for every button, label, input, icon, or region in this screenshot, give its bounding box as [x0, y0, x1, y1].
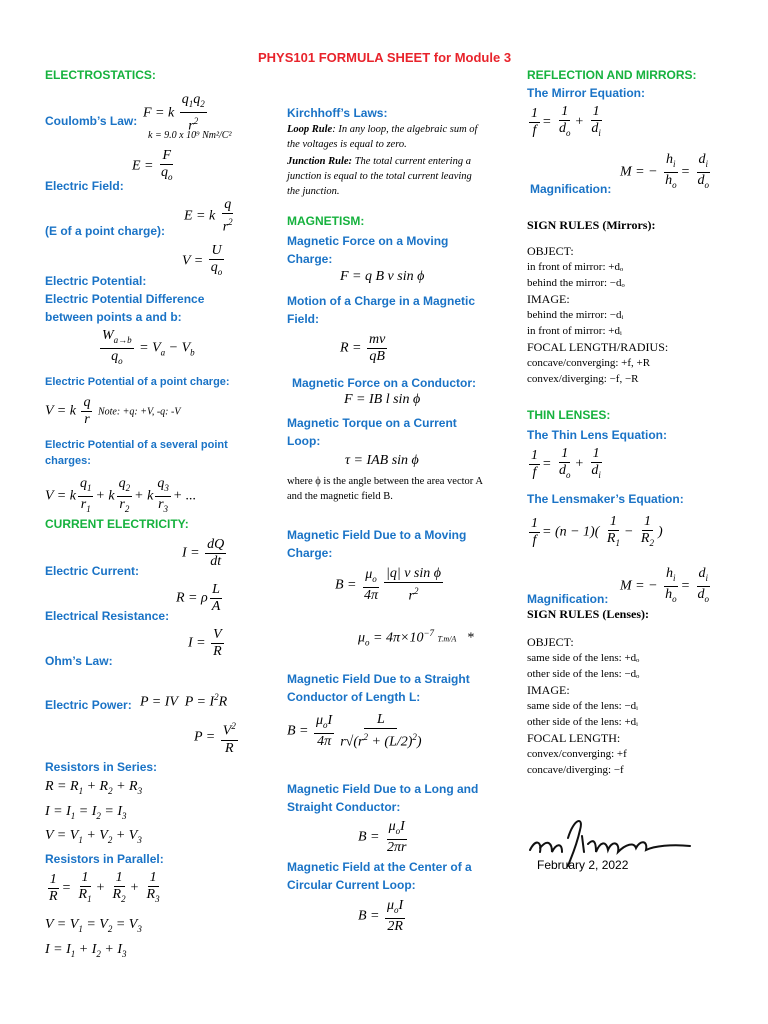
- mirror-rules-list: [527, 243, 668, 387]
- section-electrostatics: ELECTROSTATICS:: [45, 68, 156, 82]
- ohm-formula: I = $\frac{V}{R}$: [188, 627, 222, 659]
- mirror-rule: behind the mirror: −dₒ: [527, 277, 625, 289]
- loop-rule-label: Loop Rule: [287, 124, 333, 135]
- coulomb-constant: k = 9.0 x 10⁹ Nm²/C²: [148, 130, 232, 141]
- potential-note: Note: +q: +V, -q: -V: [97, 406, 181, 418]
- lens-rule: same side of the lens: +dₒ: [527, 652, 640, 664]
- power-formula-2: P = $\frac{V^2}{R}$: [194, 718, 240, 757]
- e-point-formula: E = k $\frac{q}{r^2}$: [184, 197, 233, 235]
- field-center-formula: B = $\frac{\mu_oI}{2R}$: [358, 898, 404, 934]
- ohms-law-label: Ohm’s Law:: [45, 654, 113, 668]
- potential-several-label: Electric Potential of a several point charges:: [45, 439, 228, 467]
- series-v: $V = V_1 + V_2 + V_3$: [45, 828, 142, 845]
- parallel-v: $V = V_1 = V_2 = V_3$: [45, 917, 142, 934]
- date: February 2, 2022: [537, 858, 629, 872]
- mirror-rule: convex/diverging: −f, −R: [527, 373, 639, 385]
- potential-point-label: Electric Potential of a point charge:: [45, 376, 230, 388]
- thin-lens-equation-label: The Thin Lens Equation:: [527, 428, 667, 442]
- loop-rule: [287, 122, 487, 152]
- mirror-rule: concave/converging: +f, +R: [527, 357, 651, 369]
- motion-charge-label: Motion of a Charge in a Magnetic Field:: [287, 294, 476, 326]
- lens-rule: IMAGE:: [527, 683, 570, 697]
- resistance-formula: R = ρ $\frac{L}{A}$: [176, 582, 221, 614]
- electric-potential-label: Electric Potential:: [45, 274, 147, 288]
- section-reflection: REFLECTION AND MIRRORS:: [527, 68, 697, 82]
- power-formula-1: P = IV $P = I^2R$: [140, 692, 228, 710]
- potential-point-formula: V = k $\frac{q}{r}$ Note: +q: +V, -q: -V: [45, 395, 181, 427]
- potential-several-formula: V = k $\frac{q_1}{r_1}$ + k $\frac{q_2}{r_2}$ + k $\frac{q_3}{r_3}$ + ...: [45, 476, 197, 514]
- lens-magnification-formula: M = − $\frac{h_i}{h_o}$ = $\frac{d_i}{d_o}$: [620, 566, 710, 604]
- series-r: $R = R_1 + R_2 + R_3$: [45, 779, 143, 796]
- field-formula: E = $\frac{F}{q_o}$: [132, 148, 173, 182]
- lensmaker-formula: $\frac{1}{f}$ = (n − 1)( $\frac{1}{R_1}$ − $\frac{1}{R_2}$ ): [531, 514, 663, 548]
- potential-formula: V = $\frac{U}{q_o}$: [182, 243, 223, 277]
- field-moving-formula: B = $\frac{\mu_o}{4\pi}$ $\frac{\text{|q| v sin ϕ}}{r^2}$: [335, 566, 442, 604]
- mirror-rule: in front of mirror: +dₒ: [527, 261, 624, 273]
- field-long-label: Magnetic Field Due to a Long and Straight Conductor:: [287, 782, 479, 814]
- electrical-resistance-label: Electrical Resistance:: [45, 609, 170, 623]
- lensmaker-label: The Lensmaker’s Equation:: [527, 492, 684, 506]
- junction-rule-text: The total current entering a junction is equal to the total current leaving the junction.: [287, 156, 472, 197]
- field-moving-label: Magnetic Field Due to a Moving Charge:: [287, 528, 467, 560]
- kirchhoff-label: Kirchhoff’s Laws:: [287, 106, 388, 120]
- mag-torque-label: Magnetic Torque on a Current Loop:: [287, 416, 457, 448]
- section-current-electricity: CURRENT ELECTRICITY:: [45, 517, 189, 531]
- junction-rule-label: Junction Rule:: [287, 156, 353, 167]
- parallel-r: $\frac{1}{R}$ = $\frac{1}{R_1}$ + $\frac{1}{R_2}$ + $\frac{1}{R_3}$: [49, 870, 160, 904]
- lens-rule: same side of the lens: −dᵢ: [527, 700, 638, 712]
- mirror-rule: behind the mirror: −dᵢ: [527, 309, 624, 321]
- e-point-label: (E of a point charge):: [45, 224, 165, 238]
- mag-force-moving-label: Magnetic Force on a Moving Charge:: [287, 234, 449, 266]
- mirror-rule: IMAGE:: [527, 292, 570, 306]
- current-formula: I = $\frac{dQ}{dt}$: [182, 537, 225, 569]
- electric-power-label: Electric Power:: [45, 698, 132, 712]
- mirror-rule: in front of mirror: +dᵢ: [527, 325, 622, 337]
- field-long-formula: B = $\frac{\mu_oI}{2\pi r}$: [358, 819, 407, 855]
- coulomb-label: Coulomb’s Law:: [45, 114, 138, 128]
- mirror-magnification-label: Magnification:: [530, 182, 612, 196]
- series-i: $I = I_1 = I_2 = I_3$: [45, 804, 127, 821]
- torque-note: where ϕ is the angle between the area vector A and the magnetic field B.: [287, 476, 483, 502]
- radius-formula: R = $\frac{mv}{qB}$: [340, 332, 386, 364]
- potential-difference-formula: $\frac{W_{a\to b}}{q_o}$ = $V_a - V_b$: [102, 328, 195, 366]
- resistors-parallel-label: Resistors in Parallel:: [45, 852, 164, 866]
- field-straight-formula: B = $\frac{\mu_oI}{4\pi}$ $\frac{L}{r√(r^2 + (L/2)^2)}$: [287, 712, 422, 750]
- lens-rules-list: [527, 634, 639, 778]
- mag-force-formula: F = q B v sin ϕ: [340, 269, 425, 284]
- lens-rule: other side of the lens: −dₒ: [527, 668, 640, 680]
- lens-rule: OBJECT:: [527, 635, 574, 649]
- sign-rules-mirrors: SIGN RULES (Mirrors):: [527, 218, 656, 232]
- page-title: PHYS101 FORMULA SHEET for Module 3: [258, 50, 512, 65]
- thin-lens-formula: $\frac{1}{f}$ = $\frac{1}{d_o}$ + $\frac{1}{d_i}$: [531, 446, 601, 480]
- lens-rule: other side of the lens: +dᵢ: [527, 716, 638, 728]
- mu-constant: $\mu_o = 4\pi\times 10^{-7}$ T.m/A *: [358, 628, 474, 648]
- field-center-label: Magnetic Field at the Center of a Circular Current Loop:: [287, 860, 472, 892]
- section-magnetism: MAGNETISM:: [287, 214, 365, 228]
- conductor-force-formula: F = IB l sin ϕ: [344, 392, 421, 407]
- field-straight-label: Magnetic Field Due to a Straight Conductor of Length L:: [287, 672, 470, 704]
- mirror-magnification-formula: M = − $\frac{h_i}{h_o}$ = $\frac{d_i}{d_o}$: [620, 152, 710, 190]
- potential-difference-label: Electric Potential Difference between points a and b:: [45, 292, 205, 324]
- resistors-series-label: Resistors in Series:: [45, 760, 158, 774]
- coulomb-formula: F = k $\frac{q_1q_2}{r^2}$: [143, 92, 205, 134]
- loop-rule-text: : In any loop, the algebraic sum of the voltages is equal to zero.: [287, 124, 478, 150]
- lens-magnification-label: Magnification:: [527, 592, 609, 606]
- mirror-rule: FOCAL LENGTH/RADIUS:: [527, 340, 669, 354]
- electric-current-label: Electric Current:: [45, 564, 140, 578]
- torque-formula: τ = IAB sin ϕ: [345, 453, 419, 468]
- junction-rule: [287, 154, 487, 199]
- mirror-rule: OBJECT:: [527, 244, 574, 258]
- electric-field-label: Electric Field:: [45, 179, 124, 193]
- parallel-i: $I = I_1 + I_2 + I_3$: [45, 942, 127, 959]
- mirror-formula: $\frac{1}{f}$ = $\frac{1}{d_o}$ + $\frac{1}{d_i}$: [531, 104, 601, 138]
- lens-rule: convex/converging: +f: [527, 748, 627, 760]
- mirror-equation-label: The Mirror Equation:: [527, 86, 645, 100]
- mag-force-conductor-label: Magnetic Force on a Conductor:: [292, 376, 477, 390]
- section-thin-lenses: THIN LENSES:: [527, 408, 611, 422]
- lens-rule: concave/diverging: −f: [527, 764, 624, 776]
- lens-rule: FOCAL LENGTH:: [527, 731, 621, 745]
- sign-rules-lenses: SIGN RULES (Lenses):: [527, 607, 650, 621]
